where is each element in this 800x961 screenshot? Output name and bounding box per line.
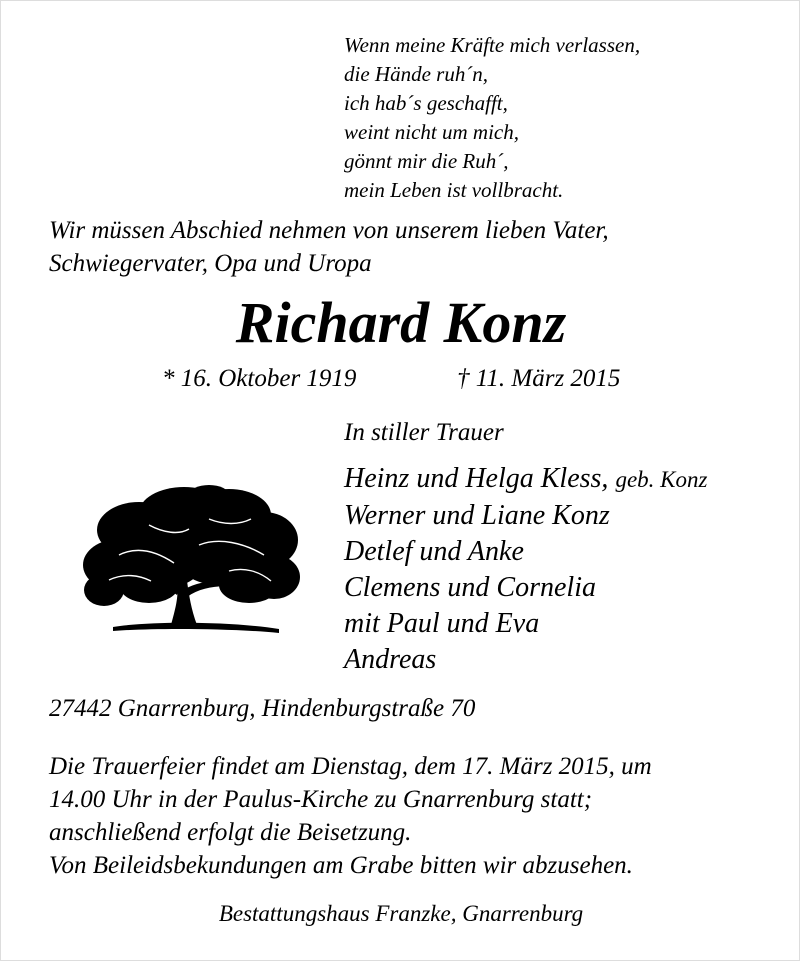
poem-line: mein Leben ist vollbracht. bbox=[344, 178, 564, 202]
address: 27442 Gnarrenburg, Hindenburgstraße 70 bbox=[49, 695, 476, 722]
family-member: Werner und Liane Konz bbox=[344, 500, 610, 531]
family-member: Clemens und Cornelia bbox=[344, 572, 596, 603]
poem-line: die Hände ruh´n, bbox=[344, 62, 489, 86]
mourning-line: In stiller Trauer bbox=[344, 419, 504, 446]
ceremony-line: 14.00 Uhr in der Paulus-Kirche zu Gnarrenburg statt; bbox=[49, 786, 593, 813]
family-member: mit Paul und Eva bbox=[344, 608, 540, 639]
ceremony-info bbox=[49, 750, 652, 849]
poem-line: weint nicht um mich, bbox=[344, 120, 519, 144]
poem-line: gönnt mir die Ruh´, bbox=[344, 149, 509, 173]
intro-text bbox=[49, 214, 609, 280]
family-member: Detlef und Anke bbox=[344, 536, 524, 567]
family-member-name: Heinz und Helga Kless, bbox=[344, 463, 609, 494]
death-date: † 11. März 2015 bbox=[457, 365, 621, 392]
family-member-note: geb. Konz bbox=[615, 467, 708, 492]
birth-date: * 16. Oktober 1919 bbox=[162, 365, 357, 392]
intro-line: Wir müssen Abschied nehmen von unserem lieben Vater, bbox=[49, 217, 609, 244]
condolence-note: Von Beileidsbekundungen am Grabe bitten wir abzusehen. bbox=[49, 852, 633, 879]
ceremony-line: Die Trauerfeier findet am Dienstag, dem 17. März 2015, um bbox=[49, 753, 652, 780]
family-member bbox=[344, 461, 707, 498]
intro-line: Schwiegervater, Opa und Uropa bbox=[49, 250, 372, 277]
funeral-home: Bestattungshaus Franzke, Gnarrenburg bbox=[218, 901, 584, 926]
family-member: Andreas bbox=[344, 644, 437, 675]
family-list bbox=[344, 461, 707, 678]
ceremony-line: anschließend erfolgt die Beisetzung. bbox=[49, 819, 412, 846]
poem-line: Wenn meine Kräfte mich verlassen, bbox=[344, 33, 641, 57]
poem bbox=[344, 31, 640, 205]
tree-icon bbox=[79, 485, 301, 637]
deceased-name: Richard Konz bbox=[235, 290, 567, 355]
poem-line: ich hab´s geschafft, bbox=[344, 91, 508, 115]
